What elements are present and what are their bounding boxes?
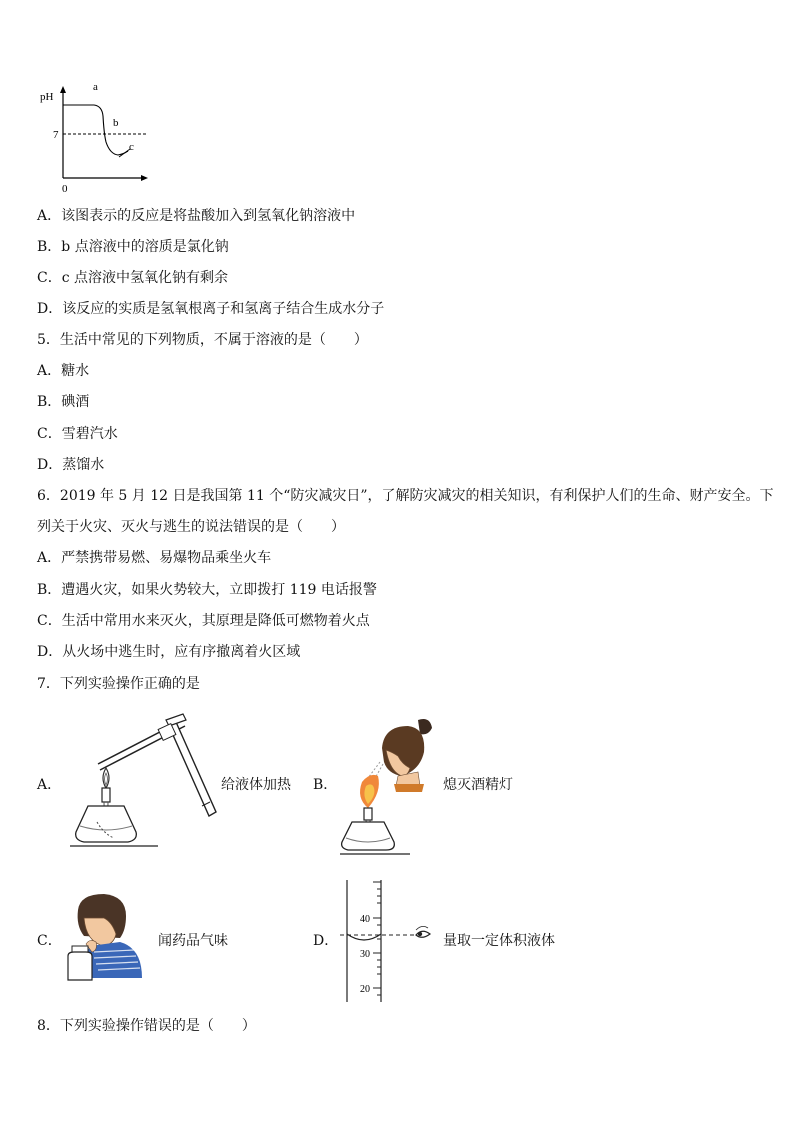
q6-stem-line2: 列关于火灾、灭火与逃生的说法错误的是（ ）: [37, 519, 345, 535]
q5-stem: 5．生活中常见的下列物质，不属于溶液的是（ ）: [37, 332, 368, 348]
cylinder-tick-40: 40: [360, 914, 370, 925]
q7-b-caption: 熄灭酒精灯: [443, 777, 513, 793]
ph-graph: [36, 78, 156, 198]
q4-option-c: C．c 点溶液中氢氧化钠有剩余: [37, 270, 229, 286]
blowing-lamp-illustration: [338, 712, 440, 857]
graduated-cylinder-illustration: [338, 876, 438, 1006]
test-tube-heating-illustration: [66, 712, 226, 857]
cylinder-tick-30: 30: [360, 949, 370, 960]
graph-point-a: a: [93, 81, 98, 93]
graph-seven-label: 7: [53, 129, 59, 141]
q6-option-a: A．严禁携带易燃、易爆物品乘坐火车: [37, 550, 272, 566]
q6-option-b: B．遭遇火灾，如果火势较大，立即拨打 119 电话报警: [37, 582, 377, 598]
q7-stem: 7．下列实验操作正确的是: [37, 676, 200, 692]
q7-b-letter: B．: [313, 777, 338, 793]
graph-y-arrow: [60, 86, 66, 93]
q4-option-a: A．该图表示的反应是将盐酸加入到氢氧化钠溶液中: [37, 208, 356, 224]
cylinder-tick-20: 20: [360, 984, 370, 995]
graph-x-arrow: [141, 175, 148, 181]
graph-y-label: pH: [40, 91, 54, 103]
q4-option-b: B．b 点溶液中的溶质是氯化钠: [37, 239, 229, 255]
q4-option-d: D．该反应的实质是氢氧根离子和氢离子结合生成水分子: [37, 301, 385, 317]
graph-zero-label: 0: [62, 183, 68, 195]
q7-c-caption: 闻药品气味: [158, 933, 228, 949]
q6-option-c: C．生活中常用水来灭火，其原理是降低可燃物着火点: [37, 613, 370, 629]
smelling-chemical-illustration: [64, 892, 144, 982]
q6-stem-line1: 6．2019 年 5 月 12 日是我国第 11 个“防灾减灾日”，了解防灾减灾的相关知识，有利保护人们的生命、财产安全。下: [37, 488, 774, 504]
q5-option-a: A．糖水: [37, 363, 90, 379]
graph-point-c: c: [129, 141, 134, 153]
q5-option-b: B．碘酒: [37, 394, 90, 410]
q5-option-d: D．蒸馏水: [37, 457, 105, 473]
graph-point-b: b: [113, 117, 119, 129]
q7-a-letter: A．: [37, 777, 62, 793]
q6-option-d: D．从火场中逃生时，应有序撤离着火区域: [37, 644, 301, 660]
q5-option-c: C．雪碧汽水: [37, 426, 118, 442]
q7-a-caption: 给液体加热: [221, 777, 291, 793]
q7-d-letter: D．: [313, 933, 339, 949]
q8-stem: 8．下列实验操作错误的是（ ）: [37, 1018, 256, 1034]
graph-curve: [63, 105, 128, 155]
q7-d-caption: 量取一定体积液体: [443, 933, 555, 949]
q7-c-letter: C．: [37, 933, 62, 949]
